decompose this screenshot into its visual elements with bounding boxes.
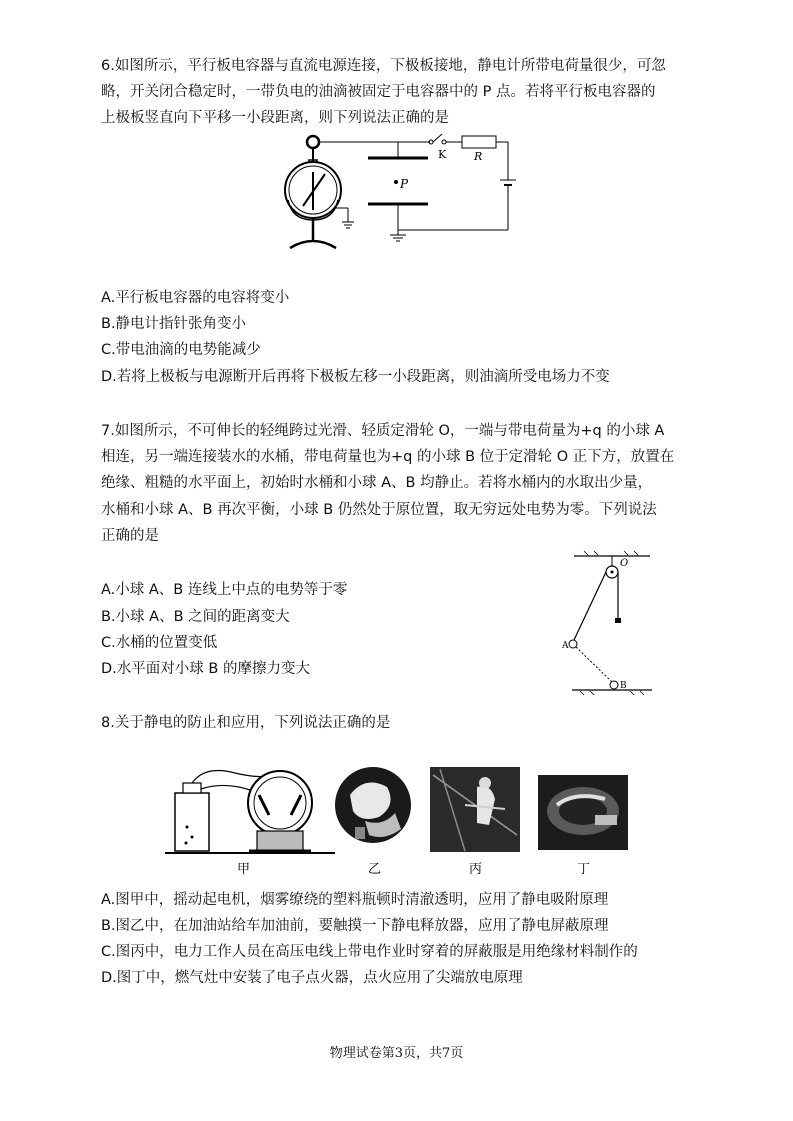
q6-stem-line-1: 6.如图所示，平行板电容器与直流电源连接，下极板接地，静电计所带电荷量很少，可忽 (101, 58, 666, 74)
q7-option-c: C.水桶的位置变低 (101, 635, 218, 651)
q6-circuit-figure (270, 130, 520, 255)
q7-stem-line-3: 绝缘、粗糙的水平面上，初始时水桶和小球 A、B 均静止。若将水桶内的水取出少量， (101, 475, 653, 491)
figure-label-yi: 乙 (368, 862, 382, 877)
q7-label-o: O (620, 558, 629, 569)
q7-stem-line-4: 水桶和小球 A、B 再次平衡，小球 B 仍然处于原位置，取无穷远处电势为零。下列说法 (101, 502, 657, 518)
q7-pulley-figure (562, 548, 662, 698)
q7-option-d: D.水平面对小球 B 的摩擦力变大 (101, 661, 310, 677)
q6-option-d: D.若将上极板与电源断开后再将下极板左移一小段距离，则油滴所受电场力不变 (101, 369, 610, 385)
q8-option-c: C.图丙中，电力工作人员在高压电线上带电作业时穿着的屏蔽服是用绝缘材料制作的 (101, 944, 638, 960)
q8-option-d: D.图丁中，燃气灶中安装了电子点火器，点火应用了尖端放电原理 (101, 970, 523, 986)
q7-stem-line-1: 7.如图所示，不可伸长的轻绳跨过光滑、轻质定滑轮 O，一端与带电荷量为+q 的小球 A (101, 423, 665, 439)
q7-stem-line-5: 正确的是 (101, 528, 159, 544)
q6-stem-line-3: 上极板竖直向下平移一小段距离，则下列说法正确的是 (101, 110, 449, 126)
figure-label-bing: 丙 (469, 862, 483, 877)
q6-option-c: C.带电油滴的电势能减少 (101, 342, 261, 358)
q8-option-a: A.图甲中，摇动起电机，烟雾缭绕的塑料瓶顿时清澈透明，应用了静电吸附原理 (101, 892, 609, 908)
q6-option-b: B.静电计指针张角变小 (101, 316, 247, 332)
q6-stem-line-2: 略，开关闭合稳定时，一带负电的油滴被固定于电容器中的 P 点。若将平行板电容器的 (101, 84, 656, 100)
q6-label-p: P (400, 177, 409, 191)
q8-figure-strip (165, 765, 630, 880)
figure-label-ding: 丁 (577, 862, 591, 877)
q8-stem: 8.关于静电的防止和应用，下列说法正确的是 (101, 715, 391, 731)
q7-option-b: B.小球 A、B 之间的距离变大 (101, 609, 290, 625)
figure-bing-photo (430, 767, 520, 852)
figure-label-jia: 甲 (237, 862, 251, 877)
q8-option-b: B.图乙中，在加油站给车加油前，要触摸一下静电释放器，应用了静电屏蔽原理 (101, 918, 609, 934)
q6-label-k: K (438, 148, 447, 161)
figure-yi-photo (335, 767, 411, 843)
page-footer: 物理试卷第3页，共7页 (329, 1046, 464, 1061)
q7-option-a: A.小球 A、B 连线上中点的电势等于零 (101, 582, 348, 598)
figure-ding-photo (538, 775, 628, 850)
q6-option-a: A.平行板电容器的电容将变小 (101, 290, 290, 306)
q7-label-a: A (562, 641, 569, 651)
q7-stem-line-2: 相连，另一端连接装水的水桶，带电荷量也为+q 的小球 B 位于定滑轮 O 正下方，放置在 (101, 449, 675, 465)
q6-label-r: R (474, 150, 483, 163)
q7-label-b: B (620, 681, 627, 691)
figure-jia-apparatus (165, 771, 335, 853)
